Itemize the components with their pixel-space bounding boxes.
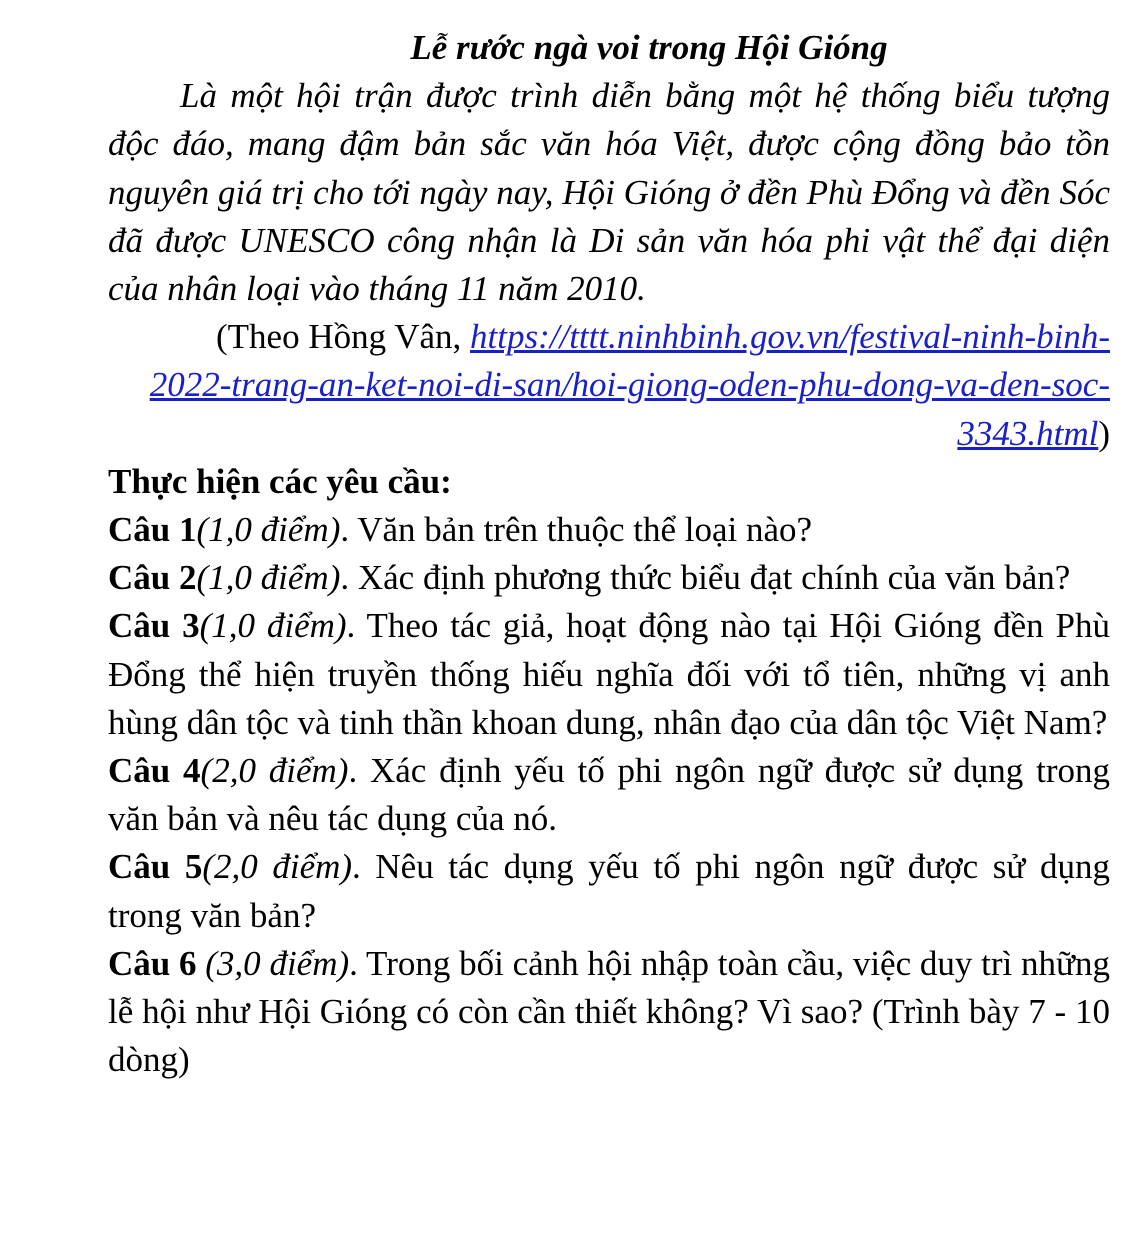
question-label: Câu 3 xyxy=(108,606,200,646)
question-4 xyxy=(108,747,1110,843)
document-page xyxy=(108,0,1110,1084)
question-label: Câu 2 xyxy=(108,558,197,598)
question-text: . Xác định phương thức biểu đạt chính của văn bản? xyxy=(340,558,1071,598)
question-text: . Xác định yếu tố phi ngôn ngữ được sử dụng trong văn bản và nêu tác dụng của nó. xyxy=(108,751,1110,839)
question-score: (2,0 điểm) xyxy=(202,847,353,887)
question-text: . Theo tác giả, hoạt động nào tại Hội Gióng đền Phù Đổng thể hiện truyền thống hiếu nghĩa đối với tổ tiên, những vị anh hùng dân tộc và tinh thần khoan dung, nhân đạo của dân tộc Việt Nam? xyxy=(108,606,1110,742)
question-label: Câu 6 xyxy=(108,943,206,983)
question-score: (1,0 điểm) xyxy=(199,606,347,646)
question-text: . Nêu tác dụng yếu tố phi ngôn ngữ được sử dụng trong văn bản? xyxy=(108,847,1110,935)
source-link[interactable]: https://tttt.ninhbinh.gov.vn/festival-ninh-binh-2022-trang-an-ket-noi-di-san/hoi-giong-oden-phu-dong-va-den-soc-3343.html xyxy=(149,317,1110,453)
question-score: (3,0 điểm) xyxy=(205,943,350,983)
source-citation xyxy=(108,313,1110,458)
citation-suffix: ) xyxy=(1098,413,1110,453)
question-3 xyxy=(108,602,1110,747)
question-6 xyxy=(108,940,1110,1085)
question-5 xyxy=(108,843,1110,939)
requirements-heading: Thực hiện các yêu cầu: xyxy=(108,461,452,501)
question-label: Câu 1 xyxy=(108,510,197,550)
question-score: (2,0 điểm) xyxy=(200,751,349,791)
question-2 xyxy=(108,554,1110,602)
question-score: (1,0 điểm) xyxy=(196,558,341,598)
question-score: (1,0 điểm) xyxy=(196,510,341,550)
question-text: . Trong bối cảnh hội nhập toàn cầu, việc duy trì những lễ hội như Hội Gióng có còn cần thiết không? Vì sao? (Trình bày 7 - 10 dòng) xyxy=(108,943,1110,1080)
question-label: Câu 4 xyxy=(108,751,201,791)
question-label: Câu 5 xyxy=(108,847,203,887)
question-1 xyxy=(108,506,1110,554)
passage-paragraph: Là một hội trận được trình diễn bằng một hệ thống biểu tượng độc đáo, mang đậm bản sắc văn hóa Việt, được cộng đồng bảo tồn nguyên giá trị cho tới ngày nay, Hội Gióng ở đền Phù Đổng và đền Sóc đã được UNESCO công nhận là Di sản văn hóa phi vật thể đại diện của nhân loại vào tháng 11 năm 2010. xyxy=(108,76,1110,308)
citation-prefix: (Theo Hồng Vân, xyxy=(216,317,471,357)
question-text: . Văn bản trên thuộc thể loại nào? xyxy=(340,510,813,550)
document-title: Lễ rước ngà voi trong Hội Gióng xyxy=(410,28,888,67)
